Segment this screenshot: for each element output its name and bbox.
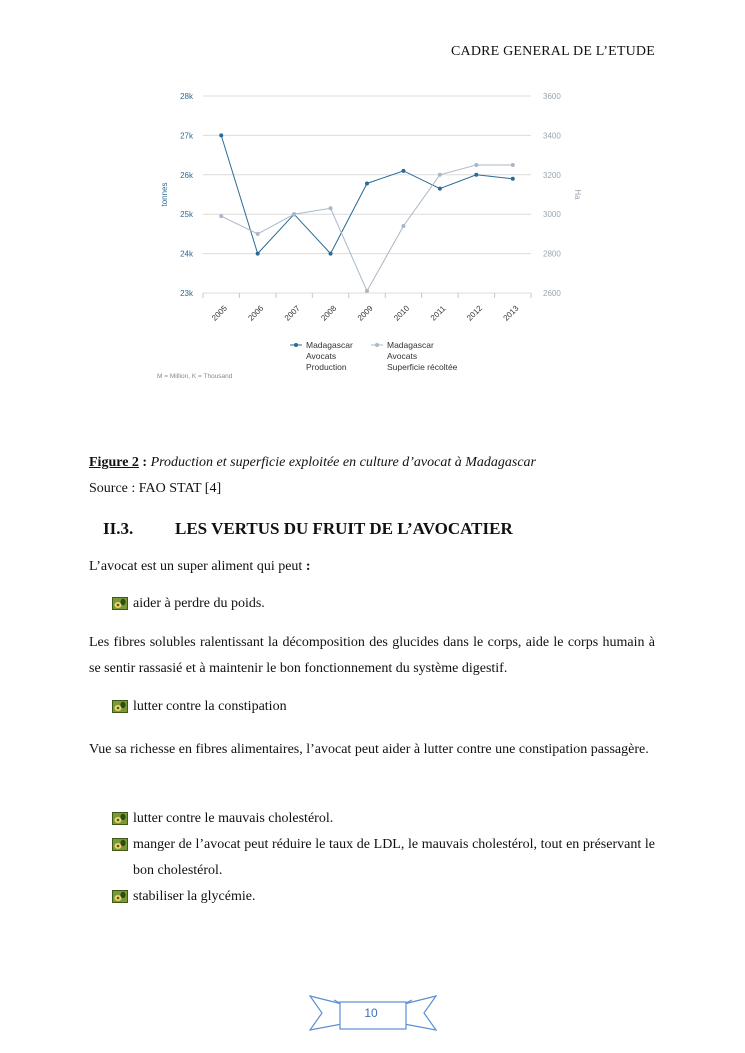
data-point: [256, 232, 260, 236]
data-point: [329, 252, 333, 256]
legend-swatch-marker: [375, 343, 379, 347]
list-item: [112, 832, 655, 884]
list-item-text: manger de l’avocat peut réduire le taux de LDL, le mauvais cholestérol, tout en préservant le bon cholestérol.: [133, 837, 655, 878]
y-right-tick-label: 2600: [543, 289, 561, 298]
paragraph: Vue sa richesse en fibres alimentaires, l’avocat peut aider à lutter contre une constipation passagère.: [89, 742, 649, 757]
intro-paragraph: [89, 554, 655, 580]
legend-label: Avocats: [387, 351, 418, 361]
data-point: [365, 289, 369, 293]
legend-label: Madagascar: [306, 340, 353, 350]
data-point: [474, 163, 478, 167]
y-left-tick-label: 27k: [180, 131, 193, 141]
legend-label: Madagascar: [387, 340, 434, 350]
data-point: [474, 173, 478, 177]
avocado-bullet-icon: [112, 700, 128, 713]
figure-separator: :: [138, 455, 151, 470]
paragraph: Les fibres solubles ralentissant la décomposition des glucides dans le corps, aide le corps humain à se sentir rassasié et à maintenir le bon fonctionnement du système digestif.: [89, 635, 655, 676]
x-tick-label: 2009: [355, 303, 375, 323]
data-point: [256, 252, 260, 256]
list-item: [112, 806, 655, 832]
data-point: [219, 133, 223, 137]
avocado-bullet-icon: [112, 812, 128, 825]
x-tick-label: 2006: [246, 303, 266, 323]
y-left-tick-label: 25k: [180, 210, 193, 220]
y-right-axis-label: Ha: [573, 189, 582, 200]
y-right-tick-label: 3400: [543, 131, 561, 141]
list-item-text: lutter contre le mauvais cholestérol.: [133, 811, 334, 826]
y-right-tick-label: 3600: [543, 92, 561, 101]
x-tick-label: 2005: [209, 303, 229, 323]
avocado-bullet-icon: [112, 597, 128, 610]
figure-caption-text: Production et superficie exploitée en culture d’avocat à Madagascar: [150, 455, 536, 470]
chart: [153, 84, 593, 384]
page-number: 10: [364, 1006, 378, 1020]
data-point: [365, 181, 369, 185]
y-left-tick-label: 23k: [180, 289, 193, 298]
figure-caption: [89, 455, 536, 471]
data-point: [219, 214, 223, 218]
section-number: II.3.: [103, 519, 134, 538]
chart-footnote: M = Million, K = Thousand: [157, 373, 233, 380]
data-point: [292, 212, 296, 216]
list-item-text: stabiliser la glycémie.: [133, 889, 256, 904]
figure-source: Source : FAO STAT [4]: [89, 481, 222, 496]
data-point: [329, 206, 333, 210]
legend-label: Superficie récoltée: [387, 362, 458, 372]
list-item-text: lutter contre la constipation: [133, 699, 287, 714]
page-header: CADRE GENERAL DE L’ETUDE: [450, 44, 655, 59]
y-left-tick-label: 28k: [180, 92, 193, 101]
y-left-tick-label: 24k: [180, 249, 193, 259]
data-point: [401, 224, 405, 228]
x-tick-label: 2007: [282, 303, 302, 323]
data-point: [438, 173, 442, 177]
chart-svg: [153, 84, 593, 384]
x-tick-label: 2012: [465, 303, 485, 323]
x-tick-label: 2010: [392, 303, 412, 323]
intro-colon: :: [305, 559, 311, 574]
list-item: [112, 694, 655, 720]
list-item: [112, 591, 655, 617]
legend-label: Production: [306, 362, 347, 372]
y-right-tick-label: 2800: [543, 249, 561, 259]
avocado-bullet-icon: [112, 838, 128, 851]
legend-label: Avocats: [306, 351, 337, 361]
legend-swatch-marker: [294, 343, 298, 347]
x-tick-label: 2013: [501, 303, 521, 323]
data-point: [401, 169, 405, 173]
section-heading: [103, 519, 513, 539]
data-point: [511, 163, 515, 167]
intro-text: L’avocat est un super aliment qui peut: [89, 559, 306, 574]
x-tick-label: 2011: [428, 303, 448, 323]
data-point: [438, 187, 442, 191]
figure-label: Figure 2: [89, 455, 139, 470]
avocado-bullet-icon: [112, 890, 128, 903]
data-point: [511, 177, 515, 181]
series-line-1: [221, 135, 513, 253]
list-item: [112, 884, 655, 910]
y-left-tick-label: 26k: [180, 170, 193, 180]
list-item-text: aider à perdre du poids.: [133, 596, 265, 611]
y-right-tick-label: 3000: [543, 210, 561, 220]
y-right-tick-label: 3200: [543, 170, 561, 180]
y-left-axis-label: tonnes: [160, 182, 169, 207]
section-title: LES VERTUS DU FRUIT DE L’AVOCATIER: [175, 519, 513, 538]
x-tick-label: 2008: [319, 303, 339, 323]
